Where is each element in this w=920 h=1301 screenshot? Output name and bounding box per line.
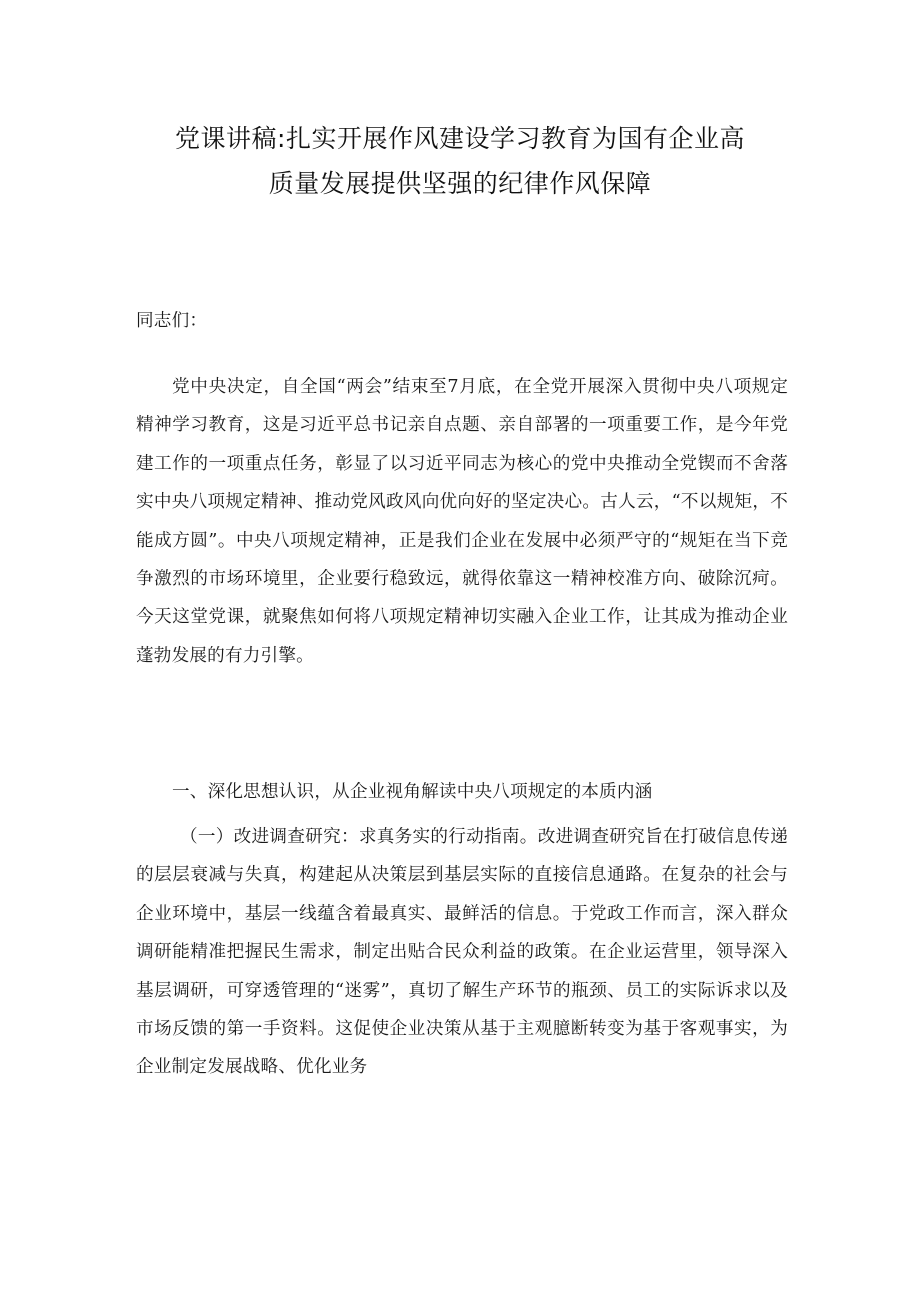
document-title — [0, 116, 920, 206]
paragraph-intro: 党中央决定，自全国“两会”结束至7月底，在全党开展深入贯彻中央八项规定精神学习教育，这是习近平总书记亲自点题、亲自部署的一项重要工作，是今年党建工作的一项重点任务，彰显了以习近平同志为核心的党中央推动全党锲而不舍落实中央八项规定精神、推动党风政风向优向好的坚定决心。古人云，“不以规矩，不能成方圆”。中央八项规定精神，正是我们企业在发展中必须严守的“规矩在当下竞争激烈的市场环境里，企业要行稳致远，就得依靠这一精神校准方向、破除沉疴。今天这堂党课，就聚焦如何将八项规定精神切实融入企业工作，让其成为推动企业蓬勃发展的有力引擎。 — [136, 377, 788, 666]
paragraph-subsection-1: （一）改进调查研究：求真务实的行动指南。改进调查研究旨在打破信息传递的层层衰减与失真，构建起从决策层到基层实际的直接信息通路。在复杂的社会与企业环境中，基层一线蕴含着最真实、最鲜活的信息。于党政工作而言，深入群众调研能精准把握民生需求，制定出贴合民众利益的政策。在企业运营里，领导深入基层调研，可穿透管理的“迷雾”，真切了解生产环节的瓶颈、员工的实际诉求以及市场反馈的第一手资料。这促使企业决策从基于主观臆断转变为基于客观事实，为企业制定发展战略、优化业务 — [136, 827, 788, 1078]
section-heading-1: 一、深化思想认识，从企业视角解读中央八项规定的本质内涵 — [172, 782, 653, 802]
title-line-2: 质量发展提供坚强的纪律作风保障 — [268, 169, 652, 198]
title-line-1: 党课讲稿:扎实开展作风建设学习教育为国有企业高 — [175, 124, 745, 153]
salutation: 同志们： — [136, 311, 208, 331]
